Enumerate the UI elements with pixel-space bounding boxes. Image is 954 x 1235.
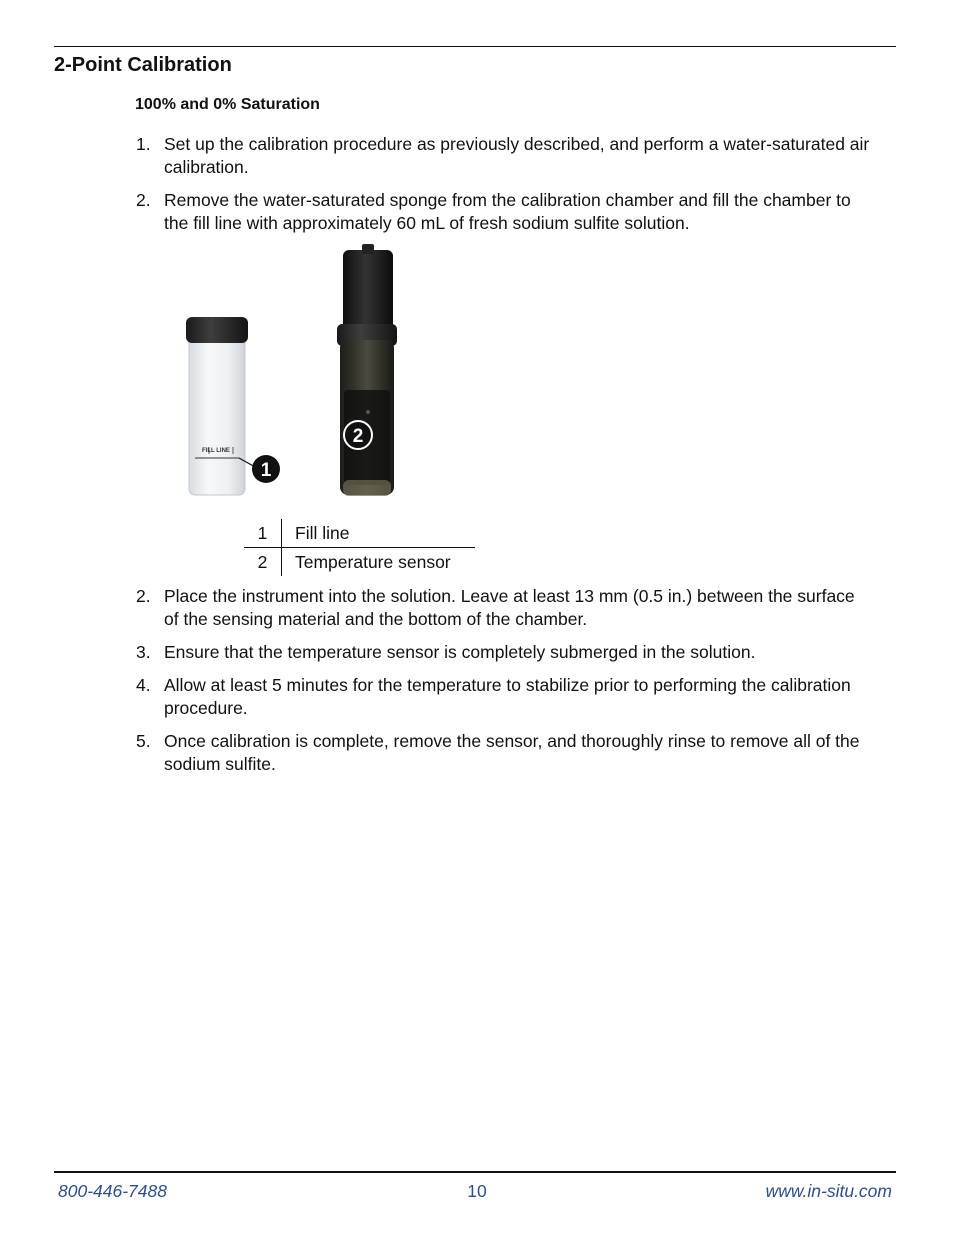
page-number: 10 [467,1181,487,1201]
step-text: Remove the water-saturated sponge from the calibration chamber and fill the chamber to the fill line with approximately 60 mL of fresh sodium sulfite solution. [164,190,851,233]
fill-line-label: FILL LINE [202,448,230,454]
footer-rule [54,1171,896,1173]
header-rule [54,46,896,47]
footer-phone: 800-446-7488 [58,1181,167,1201]
subsection-title: 100% and 0% Saturation [135,96,320,113]
table-row [244,548,475,577]
step-text: Allow at least 5 minutes for the temperature to stabilize prior to performing the calibration procedure. [164,675,851,718]
step-text: Ensure that the temperature sensor is completely submerged in the solution. [164,642,756,662]
section-title: 2-Point Calibration [54,54,232,76]
callout-2-number: 2 [352,426,364,447]
step-text: Place the instrument into the solution. Leave at least 13 mm (0.5 in.) between the surface of the sensing material and the bottom of the chamber. [164,586,855,629]
step-text: Set up the calibration procedure as previously described, and perform a water-saturated air calibration. [164,134,870,177]
callout-1-number: 1 [260,460,272,481]
step-number: 2. [136,190,151,210]
calibration-illustration [175,240,475,505]
list-item [135,133,870,179]
list-item [135,189,870,235]
step-number: 4. [136,675,151,695]
legend-label: Temperature sensor [295,552,451,572]
calibration-figure [175,240,475,505]
step-number: 2. [136,586,151,606]
sensor-instrument [337,244,397,496]
list-item [135,674,870,720]
legend-number: 1 [244,519,282,548]
step-text: Once calibration is complete, remove the sensor, and thoroughly rinse to remove all of the sodium sulfite. [164,731,860,774]
footer-website-link[interactable]: www.in-situ.com [765,1181,892,1201]
legend-number: 2 [244,548,282,577]
step-number: 5. [136,731,151,751]
table-row [244,519,475,548]
legend-label: Fill line [282,519,476,548]
steps-list-before [135,133,870,245]
list-item [135,641,870,664]
steps-list-after [135,585,870,786]
list-item [135,730,870,776]
figure-legend [244,519,475,576]
list-item [135,585,870,631]
step-number: 3. [136,642,151,662]
step-number: 1. [136,134,151,154]
calibration-cup [186,317,248,495]
